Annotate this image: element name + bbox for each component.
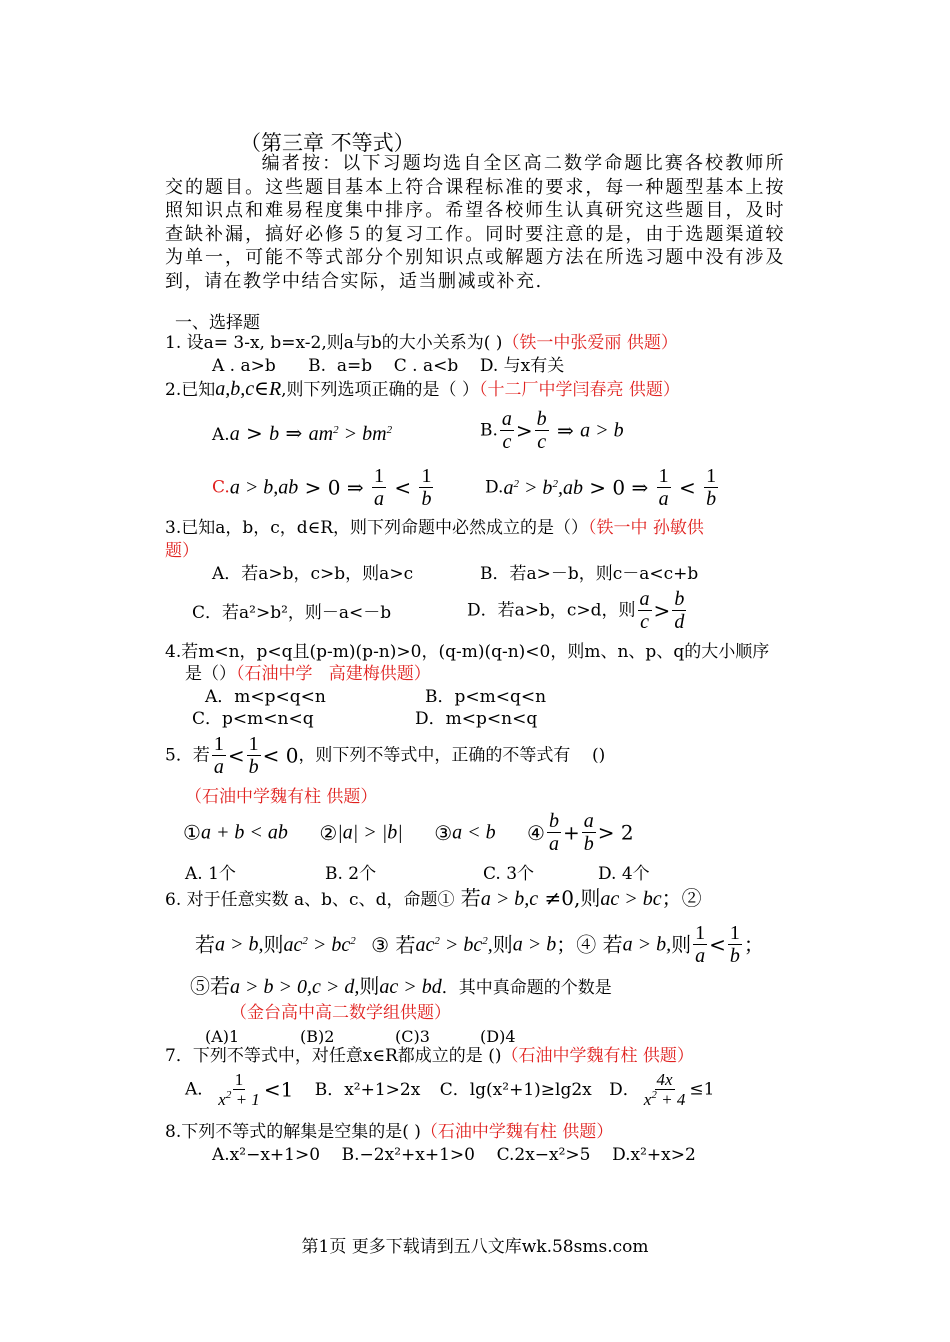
q2-source: （十二厂中学闫春亮 供题） — [478, 380, 680, 400]
q4-stem-cont: 是（）（石油中学 高建梅供题） — [185, 664, 431, 684]
editor-note — [165, 152, 785, 293]
question-2: 2.已知a,b,c∈R,则下列选项正确的是（ ）（十二厂中学闫春亮 供题） — [165, 376, 680, 400]
q6-statements-2: 若a > b,则$ac^2 > bc^2$ ③ 若$ac^2 > bc^2$,则a > b；④ 若a > b,则 $\frac{1}{a}$ < $\frac{1}{b}$ ； — [195, 922, 764, 967]
q4-option-d: D．m<p<n<q — [415, 709, 538, 729]
q6-statement-5: ⑤若a > b > 0,c > d,则ac > bd．其中真命题的个数是 — [190, 974, 612, 998]
section-heading: 一、选择题 — [175, 313, 260, 333]
q7-options: A． $\frac{1}{x^2 + 1}$ <1 B．x²+1>2x C．lg(x²+1)≥lg2x D． $\frac{4x}{x^2 + 4}$ ≤1 — [185, 1070, 715, 1109]
q5-option-d: D. 4个 — [598, 864, 650, 884]
q6-option-d: (D)4 — [480, 1027, 516, 1046]
q6-option-b: (B)2 — [300, 1027, 335, 1046]
q2-option-a: A.a > b ⇒ $am^2 > bm^2$ — [212, 421, 393, 445]
question-3: 3.已知a，b，c，d∈R，则下列命题中必然成立的是（）（铁一中 孙敏供 — [165, 518, 704, 538]
q5-option-c: C. 3个 — [483, 864, 535, 884]
editor-note-text: 以下习题均选自全区高二数学命题比赛各校教师所交的题目。这些题目基本上符合课程标准的要求，每一种题型基本上按照知识点和难易程度集中排序。希望各校师生认真研究这些题目，及时查缺补漏，搞好必修５的复习工作。同时要注意的是，由于选题渠道较为单一，可能不等式部分个别知识点或解题方法在所选习题中没有涉及到，请在教学中结合实际，适当删减或补充. — [165, 153, 786, 292]
question-8: 8.下列不等式的解集是空集的是( )（石油中学魏有柱 供题） — [165, 1122, 614, 1142]
q2-option-d: $D.a^2 > b^2,ab > 0$ ⇒ $\frac{1}{a}$ < $\frac{1}{b}$ — [485, 465, 717, 510]
q8-options: A.x²−x+1>0 B.−2x²+x+1>0 C.2x−x²>5 D.x²+x>2 — [212, 1145, 696, 1165]
q6-option-a: (A)1 — [205, 1027, 240, 1046]
q3-option-d: D．若a>b，c>d，则 $\frac{a}{c}$ > $\frac{b}{d}$ — [467, 588, 685, 633]
q3-source-cont: 题） — [165, 541, 199, 561]
q5-option-a: A. 1个 — [185, 864, 236, 884]
q1-options: A . a>b B. a=b C . a<b D. 与x有关 — [212, 356, 565, 376]
page-footer: 第1页 更多下载请到五八文库wk.58sms.com — [301, 1237, 649, 1257]
q5-statements: ①a + b < ab ②|a| > |b| ③a < b ④ $\frac{b}{a}$ + $\frac{a}{b}$ > 2 — [183, 810, 634, 855]
q3-option-c: C．若a²>b²，则－a<－b — [192, 603, 392, 623]
q4-option-b: B．p<m<q<n — [425, 687, 547, 707]
q6-option-c: (C)3 — [395, 1027, 430, 1046]
question-4: 4.若m<n，p<q且(p-m)(p-n)>0，(q-m)(q-n)<0，则m、n、p、q的大小顺序 — [165, 642, 770, 662]
question-7: 7．下列不等式中，对任意x∈R都成立的是 ()（石油中学魏有柱 供题） — [165, 1046, 694, 1066]
editor-note-lead: 编者按： — [261, 153, 343, 174]
q4-option-a: A．m<p<q<n — [205, 687, 326, 707]
q1-source: （铁一中张爱丽 供题） — [502, 333, 678, 353]
question-6: 6. 对于任意实数 a、b、c、d，命题① 若a > b,c ≠0,则ac > bc；② — [165, 886, 702, 910]
q3-option-b: B．若a>－b，则c－a<c+b — [480, 564, 699, 584]
q2-option-b: B. $\frac{a}{c}$ > $\frac{b}{c}$ ⇒ a > b — [480, 408, 624, 453]
q2-stem-b: ,则下列选项正确的是（ ） — [281, 380, 479, 400]
q2-stem-a: 2.已知 — [165, 380, 216, 400]
q6-source: （金台高中高二数学组供题） — [230, 1003, 451, 1023]
q4-option-c: C．p<m<n<q — [192, 709, 314, 729]
q5-source: （石油中学魏有柱 供题） — [185, 787, 378, 807]
chapter-title: （第三章 不等式） — [240, 131, 415, 155]
q1-stem: 1. 设a= 3-x, b=x-2,则a与b的大小关系为( ) — [165, 333, 503, 353]
question-1 — [165, 333, 678, 353]
q2-formula: a — [215, 378, 226, 400]
question-5: 5．若 $\frac{1}{a}$ < $\frac{1}{b}$ < 0，则下列不等式中，正确的不等式有 () — [165, 733, 606, 778]
q2-option-c: C.a > b,ab > 0 ⇒ $\frac{1}{a}$ < $\frac{1}{b}$ — [212, 465, 432, 510]
q5-option-b: B. 2个 — [325, 864, 377, 884]
q3-option-a: A．若a>b，c>b，则a>c — [212, 564, 414, 584]
